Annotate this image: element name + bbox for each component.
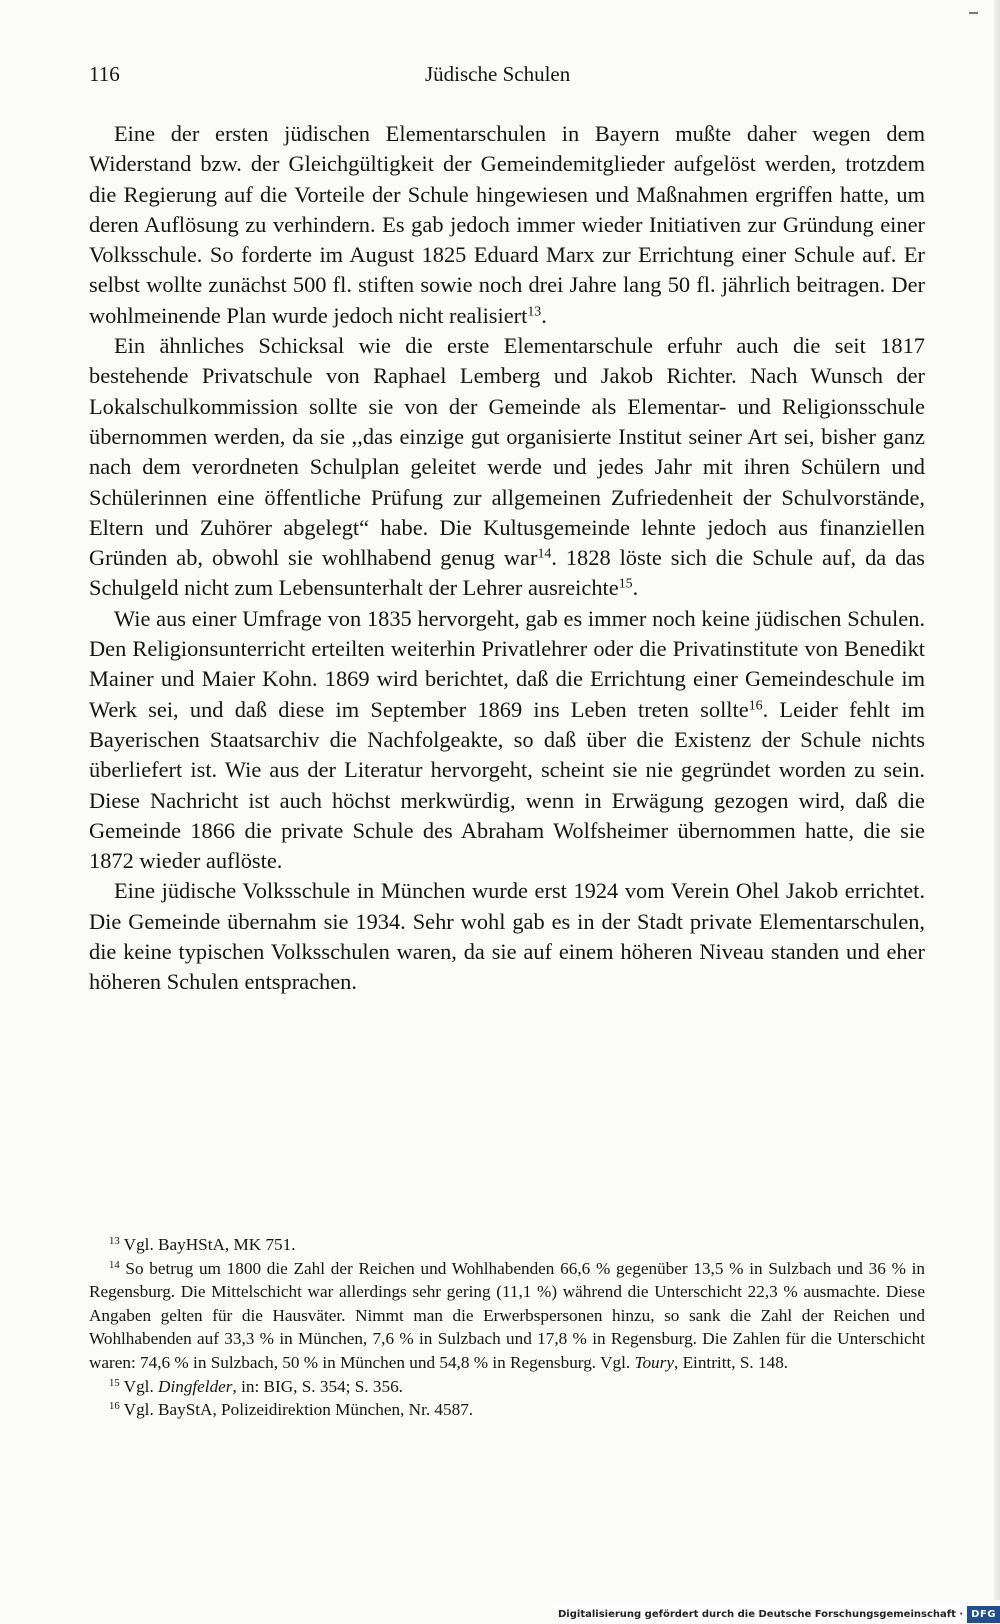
paragraph-3-text-b: . Leider fehlt im Bayerischen Staatsarchiv die Nachfolgeakte, so daß über die Existenz der Schule nichts überliefert ist. Wie aus der Literatur hervorgeht, scheint sie nie gegründet worden zu sein. Diese Nachricht ist auch höchst merkwürdig, wenn in Erwägung gezogen wird, daß die Gemeinde 1866 die private Schule des Abraham Wolfsheimer übernommen hatte, die sie 1872 wieder auflöste.: [89, 696, 925, 874]
footnote-15: [89, 1375, 925, 1399]
footnote-14: [89, 1257, 925, 1375]
paragraph-4-text: Eine jüdische Volksschule in München wurde erst 1924 vom Verein Ohel Jakob errichtet. Die Gemeinde übernahm sie 1934. Sehr wohl gab es in der Stadt private Elementarschulen, die keine typischen Volksschulen waren, da sie auf einem höheren Niveau standen und eher höheren Schulen entsprachen.: [89, 878, 925, 995]
page-header: [89, 62, 925, 92]
footnote-number-14: 14: [109, 1259, 120, 1271]
paragraph-1: [89, 119, 925, 331]
paragraph-1-end: .: [541, 302, 547, 328]
running-title: Jüdische Schulen: [425, 62, 571, 86]
footnote-14-text: So betrug um 1800 die Zahl der Reichen und Wohlhabenden 66,6 % gegenüber 13,5 % in Sulzbach und 36 % in Regensburg. Die Mittelschicht war allerdings sehr gering (11,1 %) während die Unterschicht 22,3 % ausmachte. Diese Angaben gelten für die Hausväter. Nimmt man die Erwerbspersonen hinzu, so sank die Zahl der Reichen und Wohlhabenden auf 33,3 % in München, 7,6 % in Sulzbach und 17,8 % in Regensburg. Die Zahlen für die Unterschicht waren: 74,6 % in Sulzbach, 50 % in München und 54,8 % in Regensburg. Vgl.: [89, 1258, 925, 1372]
paragraph-2-text-a: Ein ähnliches Schicksal wie die erste Elementarschule erfuhr auch die seit 1817 bestehende Privatschule von Raphael Lemberg und Jakob Richter. Nach Wunsch der Lokalschulkommission sollte sie von der Gemeinde als Elementar- und Religionsschule übernommen werden, da sie ,,das einzige gut organisierte Institut seiner Art sei, bisher ganz nach dem verordneten Schulplan geleitet werde und jedes Jahr mit ihren Schülern und Schülerinnen eine öffentliche Prüfung zur allgemeinen Zufriedenheit der Schulvorstände, Eltern und Zuhörer abgelegt“ habe. Die Kultusgemeinde lehnte jedoch aus finanziellen Gründen ab, obwohl sie wohlhabend genug war: [89, 333, 925, 571]
main-text: [89, 119, 925, 998]
margin-mark: [969, 12, 978, 14]
footnote-number-13: 13: [109, 1236, 120, 1248]
digitization-credit: [552, 1604, 1000, 1624]
footnote-14-source: , Eintritt, S. 148.: [673, 1352, 789, 1372]
footnote-14-author: Toury: [634, 1352, 674, 1372]
page-edge-shadow: [994, 0, 1000, 1600]
paragraph-2: [89, 331, 925, 604]
dfg-logo: DFG: [967, 1606, 1000, 1623]
footnote-15-source: , in: BIG, S. 354; S. 356.: [232, 1376, 403, 1396]
footnote-13: [89, 1233, 925, 1257]
paragraph-4: [89, 876, 925, 997]
footnote-ref-15: 15: [618, 576, 633, 592]
footnote-16: [89, 1398, 925, 1422]
page-number: 116: [89, 62, 120, 86]
footnote-number-15: 15: [109, 1377, 120, 1389]
paragraph-1-text: Eine der ersten jüdischen Elementarschulen in Bayern mußte daher wegen dem Widerstand bzw. der Gleichgültigkeit der Gemeindemitglieder aufgelöst werden, trotzdem die Regierung auf die Vorteile der Schule hingewiesen und Maßnahmen ergriffen hatte, um deren Auflösung zu verhindern. Es gab jedoch immer wieder Initiativen zur Gründung einer Volksschule. So forderte im August 1825 Eduard Marx zur Errichtung einer Schule auf. Er selbst wollte zunächst 500 fl. stiften sowie noch drei Jahre lang 50 fl. jährlich beitragen. Der wohlmeinende Plan wurde jedoch nicht realisiert: [89, 121, 925, 328]
footnote-number-16: 16: [109, 1401, 120, 1413]
footnote-ref-16: 16: [748, 698, 763, 714]
footnote-15-author: Dingfelder: [158, 1376, 233, 1396]
footnote-ref-14: 14: [537, 546, 552, 562]
footnote-16-text: Vgl. BayStA, Polizeidirektion München, Nr. 4587.: [123, 1400, 474, 1420]
paragraph-3-text-a: Wie aus einer Umfrage von 1835 hervorgeht, gab es immer noch keine jüdischen Schulen. Den Religionsunterricht erteilten weiterhin Privatlehrer oder die Privatinstitute von Benedikt Mainer und Maier Kohn. 1869 wird berichtet, daß die Errichtung einer Gemeindeschule im Werk sei, und daß diese im September 1869 ins Leben treten sollte: [89, 605, 925, 722]
footnote-15-prefix: Vgl.: [123, 1376, 159, 1396]
footnote-ref-13: 13: [527, 304, 542, 320]
footnote-13-text: Vgl. BayHStA, MK 751.: [123, 1235, 296, 1254]
paragraph-3: [89, 604, 925, 877]
paragraph-2-end: .: [632, 575, 639, 601]
footnotes: [89, 1233, 925, 1422]
credit-text: Digitalisierung gefördert durch die Deutsche Forschungsgemeinschaft ·: [558, 1608, 964, 1620]
paragraph-2-text-b: . 1828 löste sich die Schule auf, da das Schulgeld nicht zum Lebensunterhalt der Lehrer ausreichte: [89, 545, 925, 601]
